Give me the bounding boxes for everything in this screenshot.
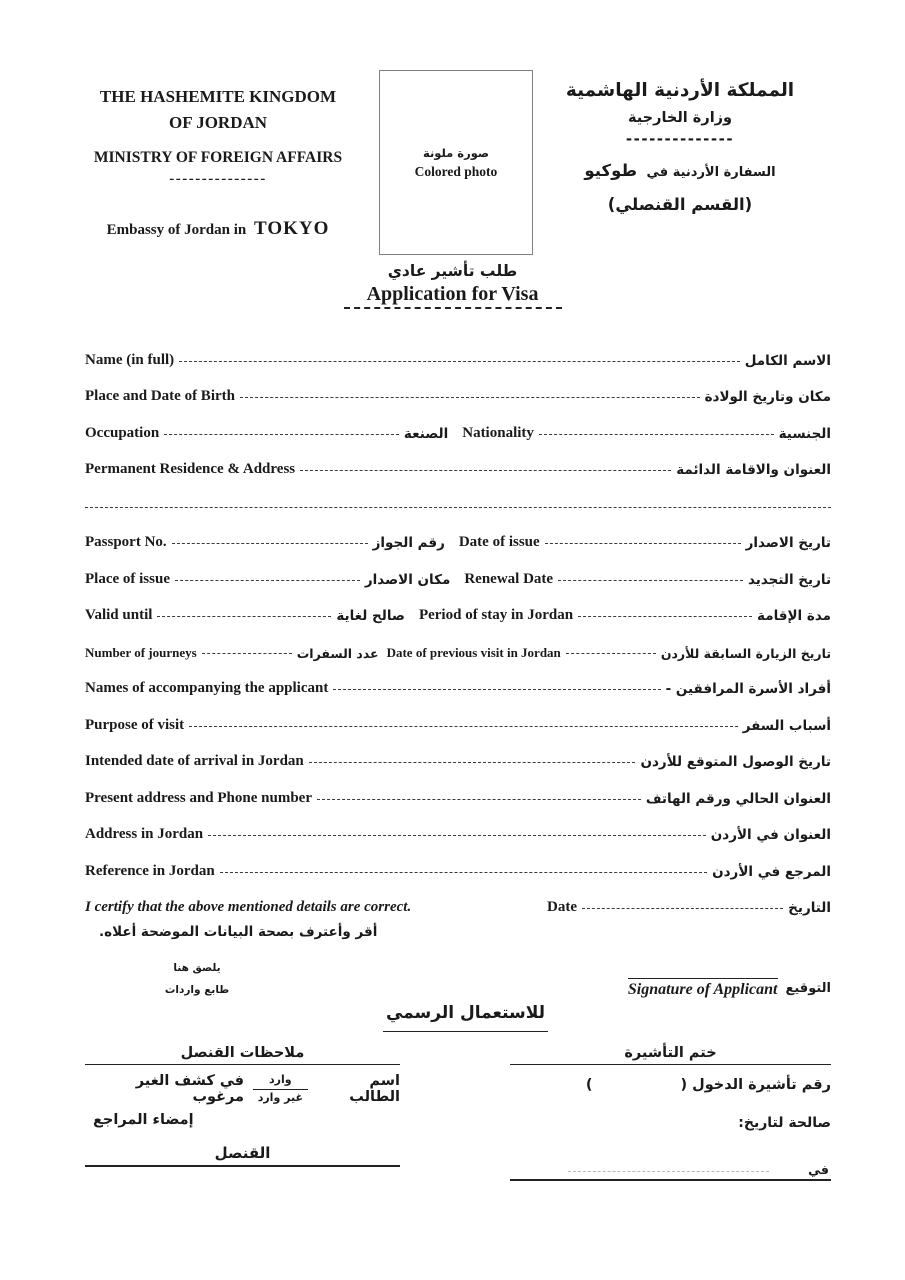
dotted-fill-line xyxy=(208,834,706,836)
date-label-en: Date xyxy=(547,899,577,915)
photo-label-english: Colored photo xyxy=(414,163,498,179)
photo-label-arabic: صورة ملونة xyxy=(422,145,490,160)
form-row-birth xyxy=(85,375,831,412)
header-arabic-block xyxy=(525,80,835,214)
dotted-fill-line xyxy=(582,907,783,909)
at-label: في xyxy=(808,1162,829,1177)
certify-date-row xyxy=(85,886,831,923)
dotted-fill-line xyxy=(85,506,831,508)
embassy-city-arabic: طوكيو xyxy=(584,161,637,180)
embassy-line xyxy=(84,218,352,240)
form-row-valid-stay xyxy=(85,594,831,631)
embassy-prefix-arabic: السفارة الأردنية في xyxy=(646,165,776,180)
field-label-ar: تاريخ التجديد xyxy=(748,571,832,588)
form-row-arrival-date xyxy=(85,740,831,777)
field-label-ar: أفراد الأسرة المرافقين - xyxy=(665,681,831,697)
form-row-continuation-line xyxy=(85,484,831,521)
dotted-fill-line xyxy=(202,652,292,654)
kingdom-title-line2: OF JORDAN xyxy=(168,113,268,133)
dotted-fill-line xyxy=(558,579,743,581)
divider-dashes: -------------- xyxy=(625,130,735,148)
visa-stamp-column xyxy=(510,1045,831,1181)
field-label-en: Passport No. xyxy=(85,534,167,550)
field-label-ar: العنوان في الأردن xyxy=(710,827,831,843)
embassy-prefix: Embassy of Jordan in xyxy=(106,221,247,238)
dotted-fill-line xyxy=(317,798,641,800)
field-label-en: Names of accompanying the applicant xyxy=(85,680,329,696)
signature-label-ar: التوقيع xyxy=(785,981,831,996)
dotted-fill-line xyxy=(333,688,660,690)
form-fields xyxy=(85,338,831,940)
official-section xyxy=(85,945,831,1275)
ministry-title: MINISTRY OF FOREIGN AFFAIRS xyxy=(93,148,343,166)
field-label-ar: أسباب السفر xyxy=(742,717,831,734)
field-label-ar: مكان وتاريخ الولادة xyxy=(704,389,831,405)
dotted-fill-line xyxy=(545,542,741,544)
field-label-en: Present address and Phone number xyxy=(85,789,312,806)
dotted-fill-line xyxy=(220,871,707,873)
entry-visa-number-row xyxy=(510,1077,831,1093)
field-label-ar: العنوان الحالي ورقم الهاتف xyxy=(645,790,831,807)
dotted-fill-line xyxy=(566,652,656,654)
field-label-en: Number of journeys xyxy=(85,644,197,660)
field-label-ar: الجنسية xyxy=(778,425,831,442)
dotted-fill-line xyxy=(539,433,774,435)
field-label-en: Nationality xyxy=(462,424,534,441)
revenue-stamp-note xyxy=(137,957,257,1001)
form-row-address-jordan xyxy=(85,813,831,850)
field-label-en: Renewal Date xyxy=(464,570,554,587)
header-english-block xyxy=(84,84,352,240)
dashed-fill-line xyxy=(568,1171,769,1172)
kingdom-title-line1: THE HASHEMITE KINGDOM xyxy=(99,87,337,106)
field-label-ar: صالح لغاية xyxy=(336,608,405,624)
form-row-reference-jordan xyxy=(85,849,831,886)
embassy-city: TOKYO xyxy=(253,217,330,239)
dotted-fill-line xyxy=(240,396,700,398)
field-label-en: Period of stay in Jordan xyxy=(418,607,574,623)
consul-signature-line: القنصل xyxy=(85,1144,400,1167)
official-use-heading: للاستعمال الرسمي xyxy=(383,1003,548,1032)
form-row-place-renewal xyxy=(85,557,831,594)
applicant-name-label: اسم الطالب xyxy=(349,1073,400,1106)
dotted-fill-line xyxy=(578,615,752,617)
date-label-ar: التاريخ xyxy=(788,900,831,916)
entry-visa-number-label: رقم تأشيرة الدخول ( xyxy=(680,1077,831,1093)
photo-placeholder-box xyxy=(379,70,533,255)
form-row-purpose xyxy=(85,703,831,740)
undesirables-list-label: في كشف الغير مرغوب xyxy=(135,1073,245,1106)
field-label-en: Date of issue xyxy=(458,534,540,550)
field-label-ar: العنوان والاقامة الدائمة xyxy=(676,462,831,478)
dotted-fill-line xyxy=(300,469,671,471)
field-label-ar: الصنعة xyxy=(403,425,449,442)
divider-dashes: --------------- xyxy=(169,170,267,187)
form-row-name xyxy=(85,338,831,375)
stamp-note-line2: طابع واردات xyxy=(164,984,230,997)
unlisted-option: غير وارد xyxy=(257,1090,303,1104)
ministry-title-arabic: وزارة الخارجية xyxy=(627,110,733,126)
form-row-passport-issue xyxy=(85,521,831,558)
field-label-en: Intended date of arrival in Jordan xyxy=(85,753,304,769)
field-label-en: Date of previous visit in Jordan xyxy=(386,644,561,660)
listed-unlisted-fraction xyxy=(253,1073,308,1106)
embassy-line-arabic xyxy=(525,161,835,180)
field-label-ar: مدة الإقامة xyxy=(757,608,831,624)
form-title-arabic: طلب تأشير عادي xyxy=(387,262,518,280)
consular-section-label: (القسم القنصلي) xyxy=(607,195,753,214)
listed-option: وارد xyxy=(253,1073,308,1090)
form-row-journeys-previous-visit xyxy=(85,630,831,667)
date-signature-line xyxy=(510,1155,831,1181)
signature-label-en: Signature of Applicant xyxy=(628,978,778,999)
field-label-ar: عدد السفرات xyxy=(296,645,379,661)
visa-stamp-header: ختم التأشيرة xyxy=(510,1045,831,1065)
close-paren: ) xyxy=(585,1077,593,1093)
form-row-permanent-address xyxy=(85,448,831,485)
field-label-en: Place and Date of Birth xyxy=(85,388,235,404)
field-label-en: Purpose of visit xyxy=(85,716,185,733)
certify-statement: I certify that the above mentioned details are correct. xyxy=(85,899,412,915)
field-label-en: Place of issue xyxy=(85,570,170,587)
form-row-present-address xyxy=(85,776,831,813)
field-label-ar: تاريخ الزيارة السابقة للأردن xyxy=(660,645,832,661)
consul-notes-column xyxy=(85,1045,400,1167)
title-underline xyxy=(344,307,562,309)
form-row-occupation-nationality xyxy=(85,411,831,448)
form-title xyxy=(0,262,905,309)
dotted-fill-line xyxy=(164,433,399,435)
field-label-ar: تاريخ الاصدار xyxy=(745,535,831,551)
valid-for-date-label: صالحة لتاريخ: xyxy=(738,1115,831,1131)
field-label-ar: المرجع في الأردن xyxy=(712,863,831,880)
field-label-ar: رقم الجواز xyxy=(372,535,445,551)
dotted-fill-line xyxy=(189,725,738,727)
applicant-listed-row xyxy=(85,1073,400,1106)
dotted-fill-line xyxy=(157,615,331,617)
consul-notes-header: ملاحظات القنصل xyxy=(85,1045,400,1065)
dotted-fill-line xyxy=(175,579,360,581)
dotted-fill-line xyxy=(179,360,740,362)
form-title-english: Application for Visa xyxy=(366,283,539,305)
kingdom-title-arabic: المملكة الأردنية الهاشمية xyxy=(565,80,795,101)
dotted-fill-line xyxy=(309,761,636,763)
stamp-note-line1: يلصق هنا xyxy=(173,962,221,974)
field-label-en: Valid until xyxy=(85,607,153,623)
field-label-en: Name (in full) xyxy=(85,351,175,368)
dotted-fill-line xyxy=(172,542,368,544)
field-label-ar: تاريخ الوصول المتوقع للأردن xyxy=(640,754,831,770)
field-label-en: Address in Jordan xyxy=(85,826,204,842)
certify-statement-arabic: أقر وأعترف بصحة البيانات الموضحة أعلاه. xyxy=(99,924,378,940)
field-label-en: Occupation xyxy=(85,424,160,441)
field-label-en: Permanent Residence & Address xyxy=(85,461,296,477)
reviewer-signature-label: إمضاء المراجع xyxy=(93,1111,194,1128)
applicant-signature-area xyxy=(628,978,831,999)
form-row-accompanying xyxy=(85,667,831,704)
field-label-ar: مكان الاصدار xyxy=(364,571,451,588)
field-label-ar: الاسم الكامل xyxy=(744,352,831,369)
field-label-en: Reference in Jordan xyxy=(85,862,215,879)
